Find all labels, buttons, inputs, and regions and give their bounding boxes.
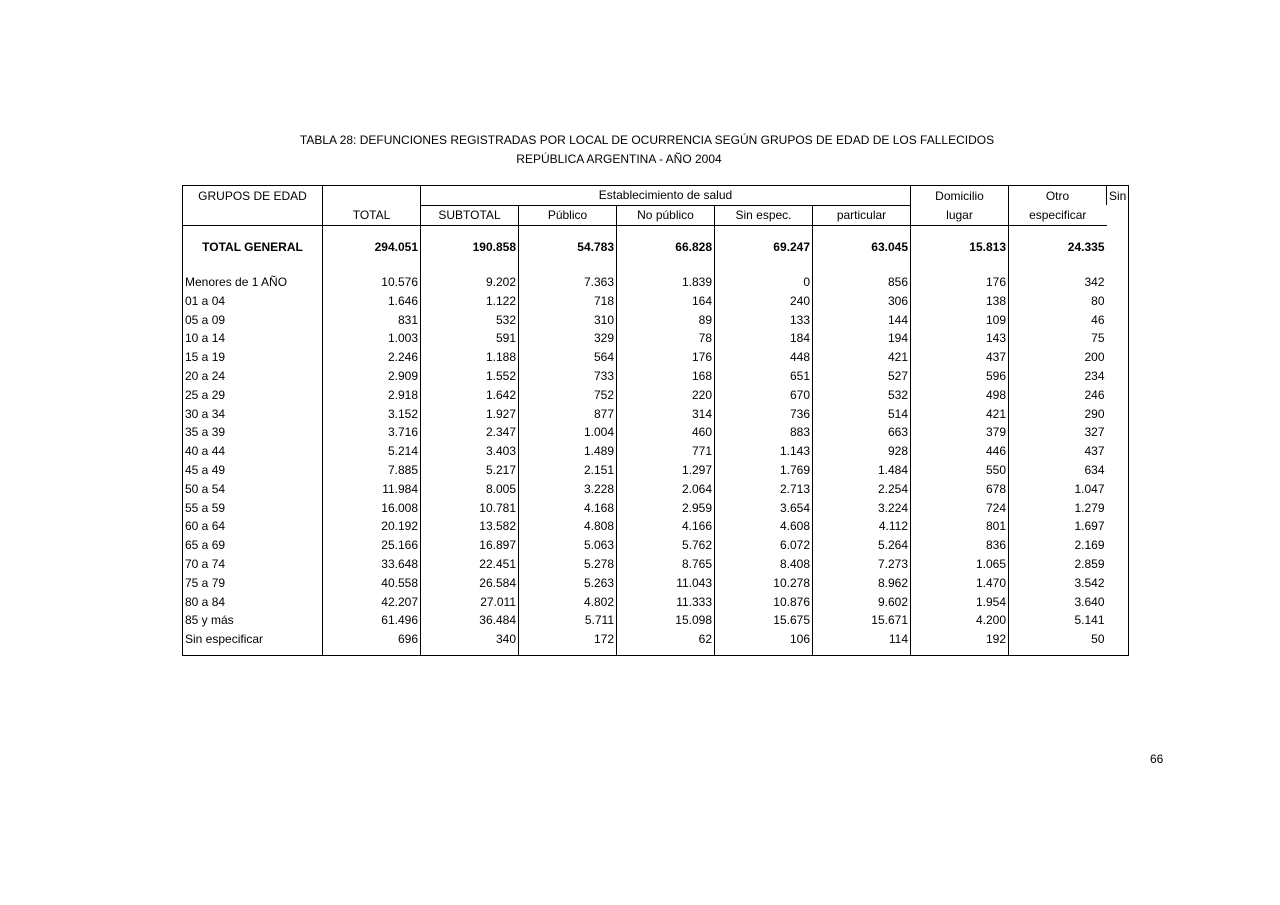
cell-value: 8.962 [813, 573, 911, 592]
table-row [183, 630, 1129, 649]
header-total-top [323, 186, 421, 206]
cell-value: 4.802 [519, 592, 617, 611]
cell-value: 1.642 [421, 385, 519, 404]
cell-value: 133 [715, 310, 813, 329]
cell-value: 1.489 [519, 442, 617, 461]
cell-value: 532 [813, 385, 911, 404]
header-no-publico: No público [617, 205, 715, 225]
cell-value: 379 [911, 423, 1009, 442]
cell-value: 3.654 [715, 498, 813, 517]
table-row [183, 273, 1129, 292]
cell-value: 2.918 [323, 385, 421, 404]
cell-value: 2.859 [1009, 555, 1107, 574]
deaths-table [182, 185, 1129, 656]
cell-value: 1.122 [421, 291, 519, 310]
cell-value: 8.005 [421, 479, 519, 498]
cell-value: 176 [617, 348, 715, 367]
cell-value: 290 [1009, 404, 1107, 423]
cell-value: 25.166 [323, 536, 421, 555]
cell-value: 2.347 [421, 423, 519, 442]
cell-value: 234 [1009, 367, 1107, 386]
cell-value: 7.885 [323, 461, 421, 480]
row-label: 70 a 74 [185, 556, 226, 571]
cell-value: 246 [1009, 385, 1107, 404]
spacer-row [183, 258, 1129, 273]
cell-value: 62 [617, 630, 715, 649]
header-domicilio-2: particular [813, 205, 911, 225]
cell-value: 15.671 [813, 611, 911, 630]
table-title: TABLA 28: DEFUNCIONES REGISTRADAS POR LOCAL DE OCURRENCIA SEGÚN GRUPOS DE EDAD DE LOS FALLECIDOS [299, 133, 995, 147]
cell-value: 106 [715, 630, 813, 649]
row-label: 10 a 14 [185, 331, 226, 346]
cell-value: 564 [519, 348, 617, 367]
cell-value: 5.278 [519, 555, 617, 574]
spacer-row [183, 649, 1129, 656]
cell-value: 550 [911, 461, 1009, 480]
table-row [183, 291, 1129, 310]
total-general-row [183, 236, 1129, 258]
cell-value: 240 [715, 291, 813, 310]
header-publico: Público [519, 205, 617, 225]
table-subtitle: REPÚBLICA ARGENTINA - AÑO 2004 [516, 152, 722, 166]
row-label: 75 a 79 [185, 575, 226, 590]
cell-value: 5.264 [813, 536, 911, 555]
cell-value: 883 [715, 423, 813, 442]
cell-value: 7.363 [519, 273, 617, 292]
cell-value: 831 [323, 310, 421, 329]
cell-value: 877 [519, 404, 617, 423]
cell-value: 2.909 [323, 367, 421, 386]
cell-value: 663 [813, 423, 911, 442]
cell-value: 1.552 [421, 367, 519, 386]
cell-value: 1.484 [813, 461, 911, 480]
cell-value: 3.224 [813, 498, 911, 517]
cell-value: 2.151 [519, 461, 617, 480]
cell-value: 421 [813, 348, 911, 367]
cell-value: 928 [813, 442, 911, 461]
cell-value: 651 [715, 367, 813, 386]
cell-value: 329 [519, 329, 617, 348]
cell-value: 5.711 [519, 611, 617, 630]
table-row [183, 461, 1129, 480]
cell-value: 42.207 [323, 592, 421, 611]
table-row [183, 611, 1129, 630]
cell-value: 16.897 [421, 536, 519, 555]
cell-value: 446 [911, 442, 1009, 461]
cell-value: 143 [911, 329, 1009, 348]
table-row [183, 517, 1129, 536]
row-label: 50 a 54 [185, 481, 226, 496]
table-row [183, 592, 1129, 611]
cell-value: 5.263 [519, 573, 617, 592]
cell-value: 736 [715, 404, 813, 423]
header-sin-1: Sin [1107, 186, 1129, 206]
cell-value: 596 [911, 367, 1009, 386]
cell-value: 11.984 [323, 479, 421, 498]
cell-value: 5.214 [323, 442, 421, 461]
table-row [183, 329, 1129, 348]
table-row [183, 479, 1129, 498]
cell-value: 5.141 [1009, 611, 1107, 630]
row-label: 25 a 29 [185, 387, 226, 402]
header-grupos: GRUPOS DE EDAD [198, 188, 307, 203]
cell-value: 437 [911, 348, 1009, 367]
cell-value: 0 [715, 273, 813, 292]
cell-value: 9.202 [421, 273, 519, 292]
cell-value: 1.646 [323, 291, 421, 310]
row-label: 85 y más [185, 613, 234, 628]
cell-value: 138 [911, 291, 1009, 310]
cell-value: 190.858 [421, 236, 519, 258]
cell-value: 22.451 [421, 555, 519, 574]
table-row [183, 555, 1129, 574]
cell-value: 75 [1009, 329, 1107, 348]
row-label: 40 a 44 [185, 444, 226, 459]
cell-value: 1.188 [421, 348, 519, 367]
cell-value: 4.112 [813, 517, 911, 536]
header-row-1 [183, 186, 1129, 206]
cell-value: 16.008 [323, 498, 421, 517]
header-grupos-empty [183, 205, 323, 225]
cell-value: 109 [911, 310, 1009, 329]
cell-value: 63.045 [813, 236, 911, 258]
cell-value: 114 [813, 630, 911, 649]
cell-value: 78 [617, 329, 715, 348]
cell-value: 327 [1009, 423, 1107, 442]
table-row [183, 310, 1129, 329]
cell-value: 733 [519, 367, 617, 386]
cell-value: 26.584 [421, 573, 519, 592]
cell-value: 8.408 [715, 555, 813, 574]
cell-value: 4.168 [519, 498, 617, 517]
cell-value: 184 [715, 329, 813, 348]
cell-value: 4.608 [715, 517, 813, 536]
row-label: 80 a 84 [185, 594, 226, 609]
cell-value: 8.765 [617, 555, 715, 574]
row-label: 65 a 69 [185, 538, 226, 553]
cell-value: 2.064 [617, 479, 715, 498]
cell-value: 66.828 [617, 236, 715, 258]
row-label: Sin especificar [185, 632, 264, 647]
cell-value: 4.808 [519, 517, 617, 536]
cell-value: 1.279 [1009, 498, 1107, 517]
header-row-2 [183, 205, 1129, 225]
cell-value: 69.247 [715, 236, 813, 258]
cell-value: 15.675 [715, 611, 813, 630]
cell-value: 306 [813, 291, 911, 310]
cell-value: 46 [1009, 310, 1107, 329]
cell-value: 40.558 [323, 573, 421, 592]
table-row [183, 348, 1129, 367]
cell-value: 11.043 [617, 573, 715, 592]
cell-value: 36.484 [421, 611, 519, 630]
cell-value: 1.143 [715, 442, 813, 461]
cell-value: 10.876 [715, 592, 813, 611]
cell-value: 50 [1009, 630, 1107, 649]
cell-value: 10.278 [715, 573, 813, 592]
cell-value: 340 [421, 630, 519, 649]
cell-value: 1.954 [911, 592, 1009, 611]
table-row [183, 404, 1129, 423]
cell-value: 527 [813, 367, 911, 386]
cell-value: 634 [1009, 461, 1107, 480]
cell-value: 20.192 [323, 517, 421, 536]
row-label: 35 a 39 [185, 425, 226, 440]
cell-value: 54.783 [519, 236, 617, 258]
cell-value: 724 [911, 498, 1009, 517]
cell-value: 2.713 [715, 479, 813, 498]
header-total: TOTAL [323, 205, 421, 225]
table-row [183, 573, 1129, 592]
row-label: 45 a 49 [185, 462, 226, 477]
cell-value: 3.542 [1009, 573, 1107, 592]
cell-value: 5.217 [421, 461, 519, 480]
cell-value: 591 [421, 329, 519, 348]
cell-value: 421 [911, 404, 1009, 423]
cell-value: 498 [911, 385, 1009, 404]
row-label: 20 a 24 [185, 368, 226, 383]
header-subtotal: SUBTOTAL [421, 205, 519, 225]
cell-value: 168 [617, 367, 715, 386]
header-domicilio-1: Domicilio [911, 186, 1009, 206]
cell-value: 801 [911, 517, 1009, 536]
cell-value: 1.769 [715, 461, 813, 480]
cell-value: 5.762 [617, 536, 715, 555]
cell-value: 33.648 [323, 555, 421, 574]
cell-value: 1.297 [617, 461, 715, 480]
cell-value: 13.582 [421, 517, 519, 536]
cell-value: 3.403 [421, 442, 519, 461]
table-row [183, 367, 1129, 386]
row-label: TOTAL GENERAL [202, 239, 303, 254]
cell-value: 448 [715, 348, 813, 367]
cell-value: 15.098 [617, 611, 715, 630]
header-otro-1: Otro [1009, 186, 1107, 206]
cell-value: 752 [519, 385, 617, 404]
cell-value: 2.169 [1009, 536, 1107, 555]
cell-value: 314 [617, 404, 715, 423]
header-sin-espec: Sin espec. [715, 205, 813, 225]
cell-value: 61.496 [323, 611, 421, 630]
cell-value: 1.004 [519, 423, 617, 442]
cell-value: 514 [813, 404, 911, 423]
cell-value: 1.470 [911, 573, 1009, 592]
cell-value: 220 [617, 385, 715, 404]
cell-value: 670 [715, 385, 813, 404]
cell-value: 3.228 [519, 479, 617, 498]
table-row [183, 498, 1129, 517]
cell-value: 718 [519, 291, 617, 310]
cell-value: 460 [617, 423, 715, 442]
cell-value: 27.011 [421, 592, 519, 611]
header-establecimiento: Establecimiento de salud [421, 186, 911, 206]
cell-value: 164 [617, 291, 715, 310]
cell-value: 4.200 [911, 611, 1009, 630]
cell-value: 172 [519, 630, 617, 649]
cell-value: 437 [1009, 442, 1107, 461]
table-row [183, 442, 1129, 461]
cell-value: 5.063 [519, 536, 617, 555]
cell-value: 4.166 [617, 517, 715, 536]
cell-value: 2.959 [617, 498, 715, 517]
cell-value: 1.697 [1009, 517, 1107, 536]
cell-value: 200 [1009, 348, 1107, 367]
cell-value: 1.065 [911, 555, 1009, 574]
cell-value: 9.602 [813, 592, 911, 611]
cell-value: 856 [813, 273, 911, 292]
cell-value: 3.640 [1009, 592, 1107, 611]
table-row [183, 385, 1129, 404]
cell-value: 176 [911, 273, 1009, 292]
page-number: 66 [1150, 752, 1164, 766]
cell-value: 678 [911, 479, 1009, 498]
cell-value: 3.716 [323, 423, 421, 442]
cell-value: 771 [617, 442, 715, 461]
cell-value: 342 [1009, 273, 1107, 292]
cell-value: 532 [421, 310, 519, 329]
cell-value: 10.781 [421, 498, 519, 517]
cell-value: 192 [911, 630, 1009, 649]
cell-value: 1.927 [421, 404, 519, 423]
cell-value: 6.072 [715, 536, 813, 555]
cell-value: 1.839 [617, 273, 715, 292]
row-label: 01 a 04 [185, 293, 226, 308]
header-otro-2: lugar [911, 205, 1009, 225]
cell-value: 80 [1009, 291, 1107, 310]
cell-value: 7.273 [813, 555, 911, 574]
cell-value: 144 [813, 310, 911, 329]
cell-value: 10.576 [323, 273, 421, 292]
row-label: 05 a 09 [185, 312, 226, 327]
cell-value: 294.051 [323, 236, 421, 258]
cell-value: 194 [813, 329, 911, 348]
spacer-row [183, 225, 1129, 236]
cell-value: 15.813 [911, 236, 1009, 258]
row-label: Menores de 1 AÑO [185, 274, 288, 289]
row-label: 60 a 64 [185, 519, 226, 534]
cell-value: 1.047 [1009, 479, 1107, 498]
cell-value: 2.246 [323, 348, 421, 367]
row-label: 30 a 34 [185, 406, 226, 421]
row-label: 55 a 59 [185, 500, 226, 515]
cell-value: 89 [617, 310, 715, 329]
row-label: 15 a 19 [185, 350, 226, 365]
table-row [183, 536, 1129, 555]
table-row [183, 423, 1129, 442]
cell-value: 3.152 [323, 404, 421, 423]
cell-value: 2.254 [813, 479, 911, 498]
cell-value: 836 [911, 536, 1009, 555]
cell-value: 11.333 [617, 592, 715, 611]
cell-value: 696 [323, 630, 421, 649]
cell-value: 310 [519, 310, 617, 329]
header-sin-2: especificar [1009, 205, 1107, 225]
cell-value: 24.335 [1009, 236, 1107, 258]
cell-value: 1.003 [323, 329, 421, 348]
